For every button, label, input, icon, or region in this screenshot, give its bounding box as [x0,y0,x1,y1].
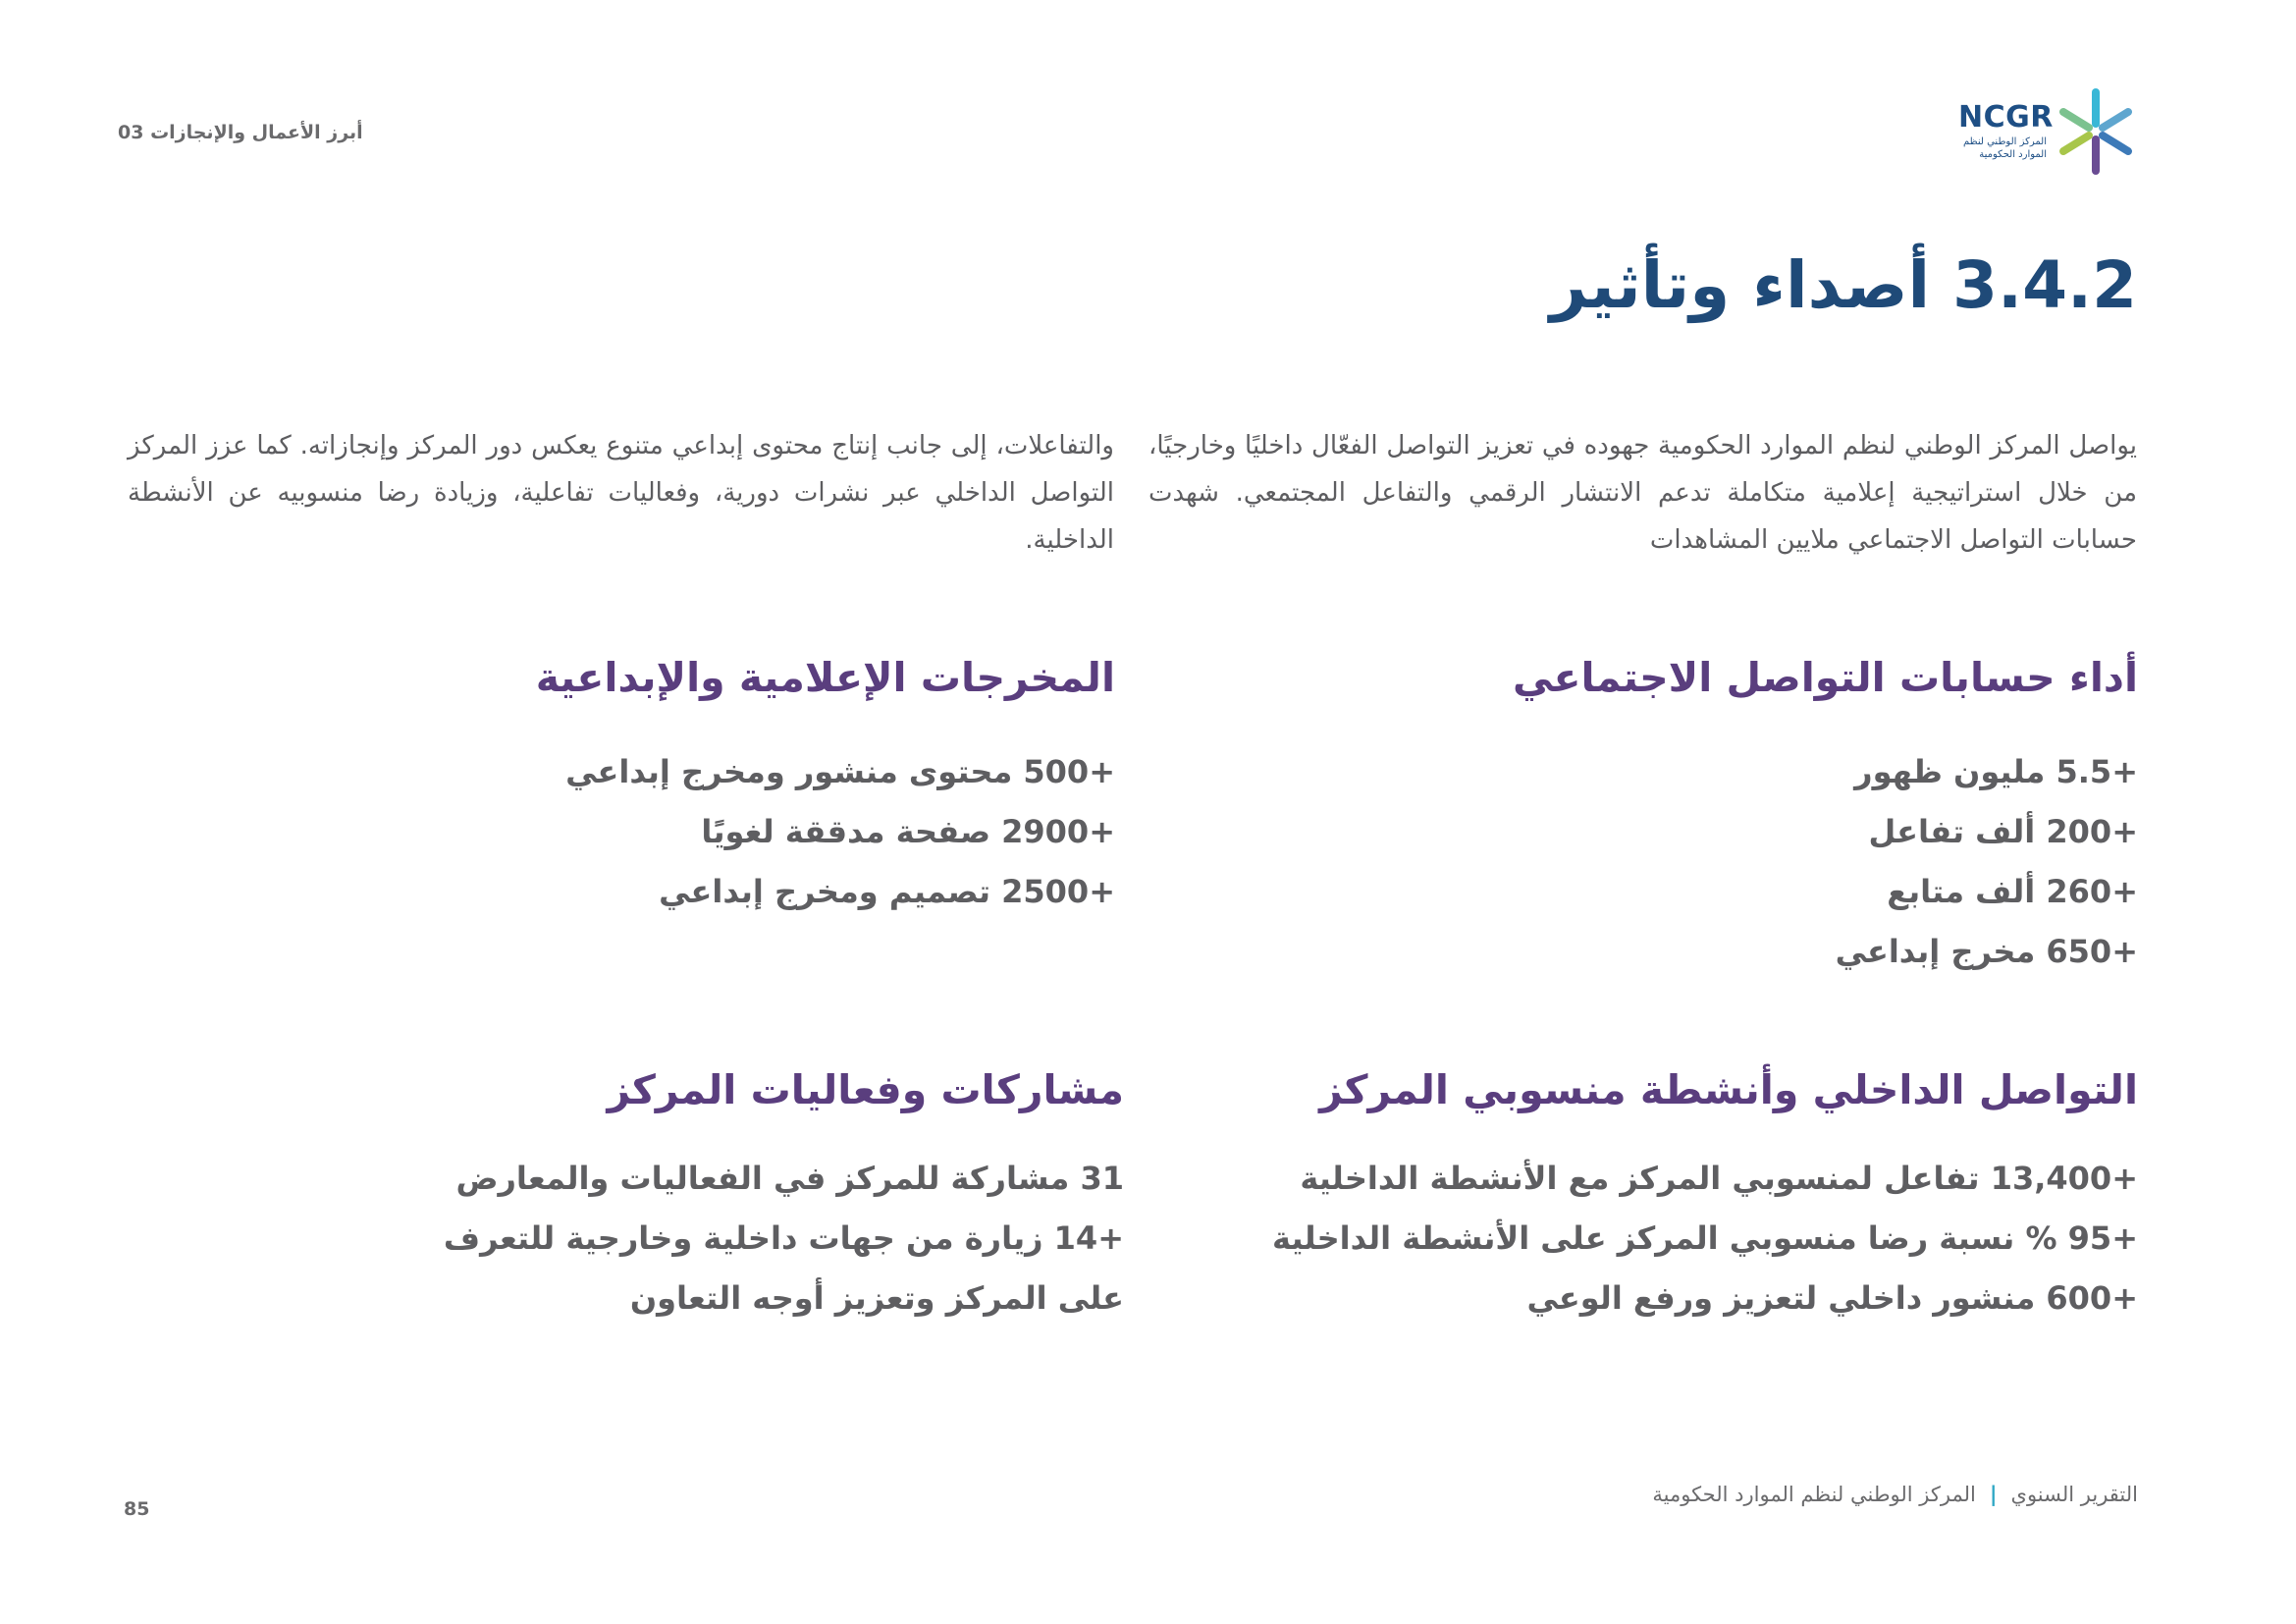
intro-paragraph-right: يواصل المركز الوطني لنظم الموارد الحكومية جهوده في تعزيز التواصل الفعّال داخليًا وخارجيًا، من خلال استراتيجية إعلامية متكاملة تدعم الانتشار الرقمي والتفاعل المجتمعي. شهدت حسابات التواصل الاجتماعي ملايين المشاهدات [1148,431,2137,555]
list-item: +95 % نسبة رضا منسوبي المركز على الأنشطة الداخلية [1272,1219,2138,1257]
logo-subtext: المركز الوطني لنظم الموارد الحكومية [1963,136,2047,160]
ncgr-star-icon [2056,86,2135,177]
footer-report-name: التقرير السنوي [2010,1483,2138,1506]
list-item: +500 محتوى منشور ومخرج إبداعي [565,753,1115,790]
section-list-social-media [1255,742,2138,982]
list-item: +200 ألف تفاعل [1868,813,2138,850]
footer-separator: | [1989,1483,1998,1506]
list-item: +5.5 مليون ظهور [1854,753,2138,790]
footer-org-name: المركز الوطني لنظم الموارد الحكومية [1652,1483,1976,1506]
logo-wordmark: NCGR [1958,100,2054,135]
section-title-media-outputs: المخرجات الإعلامية والإبداعية [535,654,1115,701]
intro-paragraph-left: والتفاعلات، إلى جانب إنتاج محتوى إبداعي متنوع يعكس دور المركز وإنجازاته. كما عزز المركز التواصل الداخلي عبر نشرات دورية، وفعاليات تفاعلية، وزيادة رضا منسوبيه عن الأنشطة الداخلية. [128,431,1114,555]
list-item: +650 مخرج إبداعي [1835,933,2138,970]
page-title: 3.4.2 أصداء وتأثير [1549,247,2137,323]
chapter-label: 03 أبرز الأعمال والإنجازات [118,122,363,143]
section-list-internal-communication [1156,1149,2138,1328]
section-title-events: مشاركات وفعاليات المركز [607,1066,1124,1113]
list-item: +260 ألف متابع [1887,873,2138,910]
list-item: +2900 صفحة مدققة لغويًا [701,813,1115,850]
list-item: 31 مشاركة للمركز في الفعاليات والمعارض [455,1160,1124,1197]
list-item: +13,400 تفاعل لمنسوبي المركز مع الأنشطة الداخلية [1300,1160,2138,1197]
section-title-internal-communication: التواصل الداخلي وأنشطة منسوبي المركز [1319,1066,2138,1113]
ncgr-logo [1958,86,2135,180]
list-item: على المركز وتعزيز أوجه التعاون [629,1279,1124,1317]
list-item: +600 منشور داخلي لتعزيز ورفع الوعي [1526,1279,2138,1317]
list-item: +2500 تصميم ومخرج إبداعي [659,873,1115,910]
section-title-social-media: أداء حسابات التواصل الاجتماعي [1513,654,2138,701]
list-item: +14 زيارة من جهات داخلية وخارجية للتعرف [443,1219,1124,1257]
footer [1652,1483,2138,1506]
page-number: 85 [124,1498,150,1520]
section-list-media-outputs [232,742,1115,922]
section-list-events [240,1149,1124,1328]
